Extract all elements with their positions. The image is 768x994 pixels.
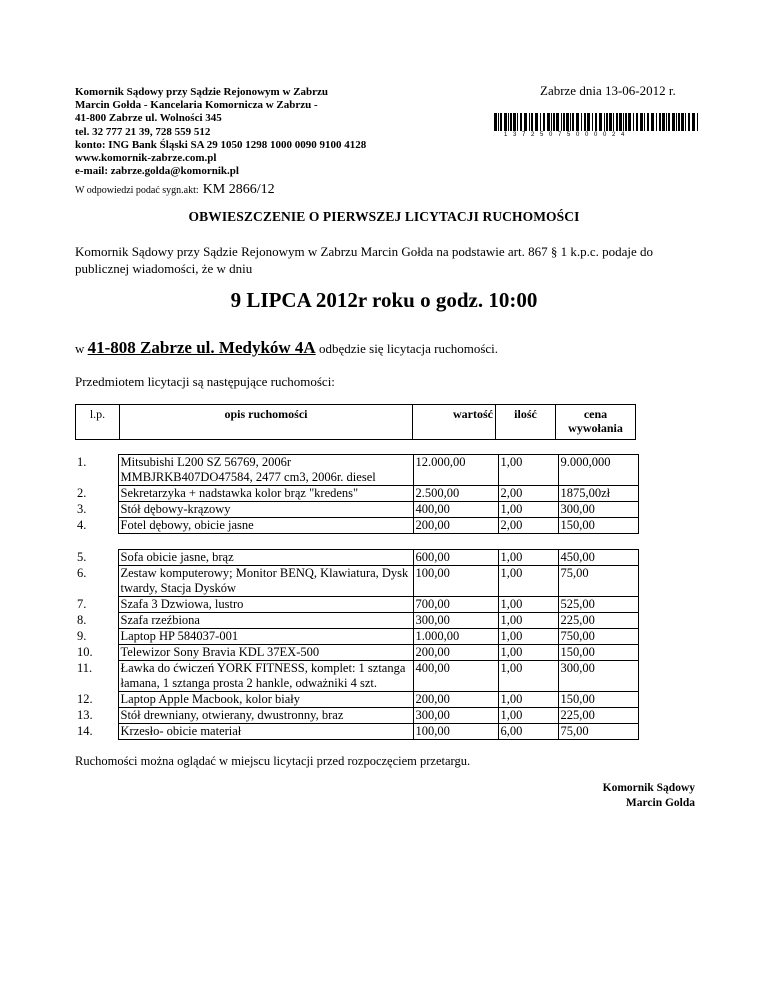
cell-opis: Fotel dębowy, obicie jasne [118,518,413,534]
cell-wartosc: 400,00 [413,661,498,692]
auction-location [75,338,498,358]
barcode-bar [647,113,649,131]
cell-ilosc: 1,00 [498,455,558,486]
barcode-bar [604,113,605,131]
header-lp: l.p. [76,405,120,440]
cell-wartosc: 100,00 [413,724,498,740]
table-row [75,645,638,661]
cell-ilosc: 1,00 [498,550,558,566]
cell-cena: 300,00 [558,502,638,518]
barcode [492,113,702,140]
gap-cell [498,534,558,550]
cell-ilosc: 6,00 [498,724,558,740]
header-line: tel. 32 777 21 39, 728 559 512 [75,125,211,138]
header-line: Komornik Sądowy przy Sądzie Rejonowym w Zabrzu [75,86,329,98]
cell-ilosc: 1,00 [498,566,558,597]
cell-opis: Telewizor Sony Bravia KDL 37EX-500 [118,645,413,661]
barcode-bar [692,113,695,131]
table-row [75,550,638,566]
table-row [75,629,638,645]
cell-wartosc: 300,00 [413,613,498,629]
cell-cena: 225,00 [558,708,638,724]
barcode-bar [592,113,593,131]
cell-lp: 14. [77,723,93,738]
intro-paragraph: Komornik Sądowy przy Sądzie Rejonowym w Zabrzu Marcin Gołda na podstawie art. 867 § 1 k.p.c. podaje do publicznej wiadomości, że w dniu [75,244,654,276]
table-row [75,708,638,724]
barcode-bar [609,113,612,131]
barcode-bar [494,113,497,131]
cell-ilosc: 1,00 [498,661,558,692]
cell-opis: Laptop HP 584037-001 [118,629,413,645]
barcode-bar [599,113,602,131]
signature-name: Marcin Golda [625,797,695,809]
barcode-bar [500,113,502,131]
cell-ilosc: 1,00 [498,645,558,661]
cell-lp: 11. [77,660,93,675]
cell-cena: 750,00 [558,629,638,645]
cell-lp: 5. [77,549,87,564]
barcode-bar [581,113,582,131]
cell-wartosc: 2.500,00 [413,486,498,502]
cell-opis: Szafa 3 Dzwiowa, lustro [118,597,413,613]
barcode-bar [572,113,574,131]
cell-opis: Krzesło- obicie materiał [118,724,413,740]
barcode-bar [576,113,579,131]
cell-opis: Sekretarzyka + nadstawka kolor brąz "kredens" [118,486,413,502]
case-reference-label: W odpowiedzi podać sygn.akt: [75,185,199,197]
barcode-digits: 1 3 7 2 5 0 7 5 0 0 0 0 2 4 [504,132,627,138]
barcode-bar [584,113,586,131]
case-number: KM 2866/12 [202,182,275,198]
barcode-bar [619,113,622,131]
cell-ilosc: 1,00 [498,613,558,629]
barcode-bar [625,113,627,131]
cell-cena: 1875,00zł [558,486,638,502]
cell-cena: 525,00 [558,597,638,613]
items-table [75,454,639,740]
barcode-bar [529,113,530,131]
cell-opis: Mitsubishi L200 SZ 56769, 2006r MMBJRKB407DO47584, 2477 cm3, 2006r. diesel [118,455,413,486]
cell-opis: Stół drewniany, otwierany, dwustronny, braz [118,708,413,724]
barcode-bar [640,113,643,131]
barcode-bar [633,113,634,131]
cell-wartosc: 700,00 [413,597,498,613]
barcode-bar [520,113,522,131]
cell-ilosc: 2,00 [498,518,558,534]
barcode-bar [685,113,686,131]
cell-wartosc: 12.000,00 [413,455,498,486]
cell-cena: 450,00 [558,550,638,566]
location-suffix: odbędzie się licytacja ruchomości. [318,341,499,356]
barcode-bar [540,113,541,131]
barcode-bar [651,113,654,131]
cell-cena: 75,00 [558,566,638,597]
header-line: www.komornik-zabrze.com.pl [75,152,217,165]
document-date: Zabrze dnia 13-06-2012 r. [540,83,676,98]
barcode-bar [606,113,608,131]
table-row [75,613,638,629]
viewing-note: Ruchomości można oglądać w miejscu licytacji przed rozpoczęciem przetargu. [75,754,471,768]
barcode-bar [636,113,638,131]
barcode-bar [644,113,645,131]
cell-cena: 75,00 [558,724,638,740]
cell-wartosc: 200,00 [413,692,498,708]
table-row [75,486,638,502]
cell-wartosc: 1.000,00 [413,629,498,645]
cell-ilosc: 1,00 [498,629,558,645]
barcode-bar [547,113,550,131]
cell-opis: Szafa rzeźbiona [118,613,413,629]
cell-cena: 150,00 [558,645,638,661]
auction-date: 9 LIPCA 2012r roku o godz. 10:00 [230,288,538,312]
barcode-bar [517,113,518,131]
case-reference [75,180,366,198]
cell-ilosc: 2,00 [498,486,558,502]
cell-wartosc: 300,00 [413,708,498,724]
table-gap-row [75,534,638,550]
barcode-bar [595,113,597,131]
location-prefix: w [75,341,85,356]
cell-ilosc: 1,00 [498,692,558,708]
cell-lp: 9. [77,628,87,643]
cell-lp: 8. [77,612,87,627]
cell-lp: 13. [77,707,93,722]
table-row [75,518,638,534]
cell-opis: Stół dębowy-krązowy [118,502,413,518]
table-row [75,724,638,740]
cell-lp: 6. [77,565,87,580]
barcode-bar [543,113,545,131]
cell-wartosc: 600,00 [413,550,498,566]
cell-opis: Laptop Apple Macbook, kolor biały [118,692,413,708]
cell-lp: 4. [77,517,87,532]
cell-opis: Ławka do ćwiczeń YORK FITNESS, komplet: 1 sztanga łamana, 1 sztanga prosta 2 hankle, odważniki 4 szt. [118,661,413,692]
cell-lp: 12. [77,691,93,706]
barcode-bar [551,113,552,131]
cell-cena: 150,00 [558,692,638,708]
cell-cena: 150,00 [558,518,638,534]
cell-wartosc: 200,00 [413,645,498,661]
barcode-bar [697,113,698,131]
cell-ilosc: 1,00 [498,708,558,724]
barcode-bar [688,113,690,131]
cell-lp: 1. [77,454,87,469]
document-title: OBWIESZCZENIE O PIERWSZEJ LICYTACJI RUCHOMOŚCI [188,209,580,224]
cell-wartosc: 100,00 [413,566,498,597]
header-starting-price: cena wywołania [556,405,636,440]
barcode-bar [587,113,590,131]
barcode-bar [613,113,614,131]
header-line: 41-800 Zabrze ul. Wolności 345 [75,112,222,125]
barcode-bar [659,113,661,131]
header-line: konto: ING Bank Śląski SA 29 1050 1298 1000 0090 9100 4128 [75,138,367,151]
header-line: e-mail: zabrze.golda@komornik.pl [75,165,239,178]
barcode-bars [492,113,702,131]
cell-lp: 10. [77,644,93,659]
barcode-bar [510,113,512,131]
barcode-bar [535,113,538,131]
barcode-bar [513,113,516,131]
barcode-bar [662,113,665,131]
table-row [75,455,638,486]
cell-ilosc: 1,00 [498,597,558,613]
gap-cell [413,534,498,550]
barcode-bar [531,113,533,131]
barcode-bar [681,113,684,131]
location-address: 41-808 Zabrze ul. Medyków 4A [87,338,316,357]
barcode-bar [561,113,562,131]
barcode-bar [508,113,509,131]
gap-cell [75,534,118,550]
cell-opis: Sofa obicie jasne, brąz [118,550,413,566]
barcode-bar [628,113,631,131]
barcode-bar [570,113,571,131]
barcode-bar [678,113,680,131]
subject-line: Przedmiotem licytacji są następujące ruchomości: [75,374,335,389]
barcode-bar [676,113,677,131]
barcode-bar [672,113,675,131]
barcode-bar [563,113,565,131]
table-row [75,692,638,708]
barcode-bar [524,113,527,131]
cell-lp: 3. [77,501,87,516]
bailiff-header [75,86,366,198]
table-row [75,502,638,518]
signature-title: Komornik Sądowy [602,782,695,794]
signature [603,781,695,811]
cell-cena: 9.000,000 [558,455,638,486]
table-row [75,661,638,692]
cell-wartosc: 400,00 [413,502,498,518]
header-line: Marcin Gołda - Kancelaria Komornicza w Zabrzu - [75,99,318,112]
table-row [75,566,638,597]
barcode-bar [616,113,618,131]
barcode-bar [556,113,559,131]
gap-cell [558,534,638,550]
cell-ilosc: 1,00 [498,502,558,518]
barcode-bar [498,113,499,131]
header-description: opis ruchomości [120,405,413,440]
cell-lp: 2. [77,485,87,500]
barcode-bar [623,113,624,131]
cell-cena: 225,00 [558,613,638,629]
cell-cena: 300,00 [558,661,638,692]
barcode-bar [668,113,670,131]
table-row [75,597,638,613]
header-quantity: ilość [496,405,556,440]
barcode-bar [553,113,555,131]
gap-cell [118,534,413,550]
items-table-header [75,404,636,440]
cell-wartosc: 200,00 [413,518,498,534]
barcode-bar [504,113,507,131]
cell-opis: Zestaw komputerowy; Monitor BENQ, Klawiatura, Dysk twardy, Stacja Dysków [118,566,413,597]
cell-lp: 7. [77,596,87,611]
barcode-bar [566,113,569,131]
header-value: wartość [413,405,496,440]
barcode-bar [656,113,657,131]
barcode-bar [666,113,667,131]
